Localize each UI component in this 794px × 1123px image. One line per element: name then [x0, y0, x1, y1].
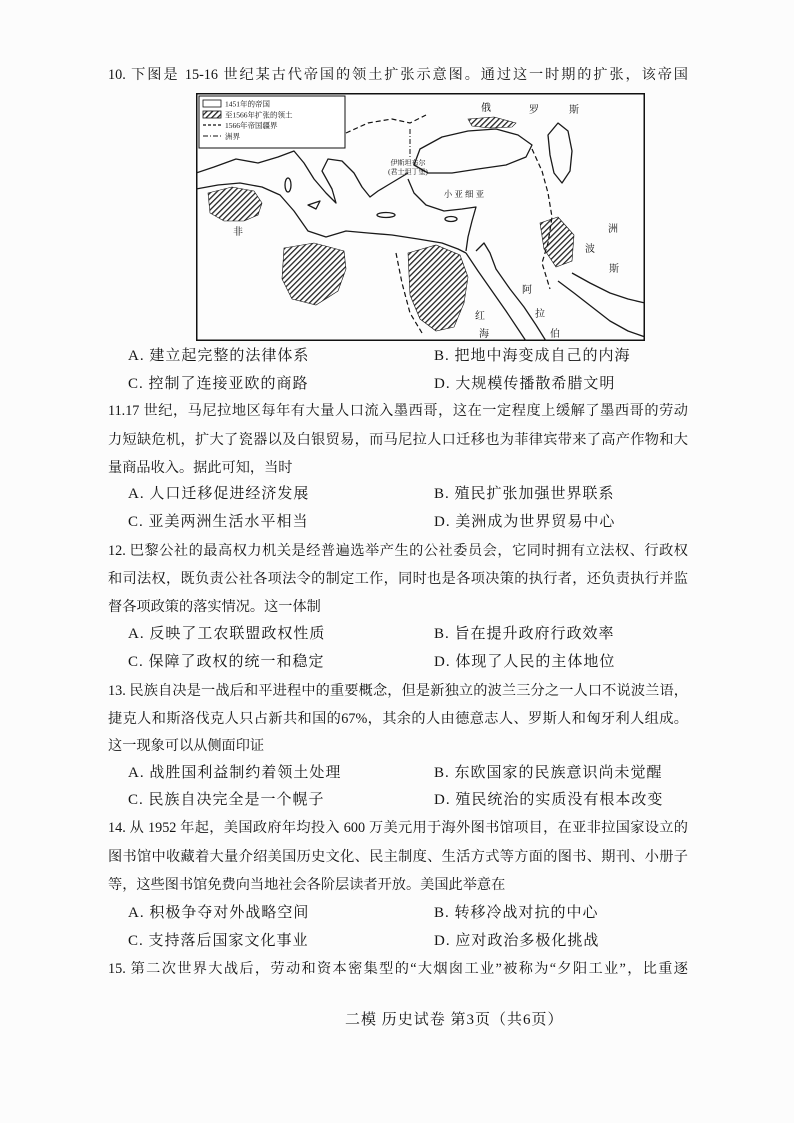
legend-label-continent-border: 洲界	[225, 132, 240, 141]
legend-label-empire-1451: 1451年的帝国	[225, 99, 270, 109]
question-14-option-a: A. 积极争夺对外战略空间	[128, 905, 310, 921]
map-label-russia-1: 俄	[481, 103, 491, 114]
ottoman-expansion-map	[196, 93, 645, 341]
legend-label-expansion: 至1566年扩张的领土	[225, 110, 293, 120]
question-14-stem-line: 等，这些图书馆免费向当地社会各阶层读者开放。美国此举意在	[108, 877, 506, 893]
question-14-stem-line: 图书馆中收藏着大量介绍美国历史文化、民主制度、生活方式等方面的图书、期刊、小册子	[108, 849, 688, 865]
question-12-stem-line: 12. 巴黎公社的最高权力机关是经普遍选举产生的公社委员会，它同时拥有立法权、行政权	[108, 543, 688, 559]
question-13-stem-line: 这一现象可以从侧面印证	[108, 738, 265, 754]
question-11-option-c: C. 亚美两洲生活水平相当	[128, 514, 309, 530]
question-12-stem-line: 和司法权，既负责公社各项法令的制定工作，同时也是各项决策的执行者，还负责执行并监	[108, 571, 688, 587]
question-11-stem-line: 力短缺危机，扩大了瓷器以及白银贸易，而马尼拉人口迁移也为菲律宾带来了高产作物和大	[108, 432, 688, 448]
question-12-option-c: C. 保障了政权的统一和稳定	[128, 654, 325, 670]
question-13-stem-line: 捷克人和斯洛伐克人只占新共和国的67%，其余的人由德意志人、罗斯人和匈牙利人组成。	[108, 711, 688, 727]
question-11-option-b: B. 殖民扩张加强世界联系	[434, 486, 615, 502]
legend-swatch-empire-1451	[203, 100, 221, 107]
question-12-option-a: A. 反映了工农联盟政权性质	[128, 626, 326, 642]
map-label-asia-minor: 小 亚 细 亚	[443, 189, 485, 199]
question-11-stem-line: 11.17 世纪，马尼拉地区每年有大量人口流入墨西哥，这在一定程度上缓解了墨西哥的劳动	[108, 403, 688, 419]
map-label-russia-3: 斯	[569, 105, 579, 116]
question-15-stem-line: 15. 第二次世界大战后，劳动和资本密集型的“大烟囱工业”被称为“夕阳工业”，比重逐	[108, 961, 688, 977]
question-11-option-d: D. 美洲成为世界贸易中心	[434, 514, 616, 530]
map-label-red-sea-1: 红	[475, 311, 485, 322]
question-13-option-a: A. 战胜国利益制约着领土处理	[128, 765, 342, 781]
question-11-stem-line: 量商品收入。据此可知，当时	[108, 460, 293, 476]
question-14-option-d: D. 应对政治多极化挑战	[434, 933, 600, 949]
map-label-zhou: 洲	[608, 224, 618, 235]
question-14-option-c: C. 支持落后国家文化事业	[128, 933, 309, 949]
question-12-option-d: D. 体现了人民的主体地位	[434, 654, 616, 670]
expansion-region-algeria	[208, 187, 262, 221]
question-13-option-d: D. 殖民统治的实质没有根本改变	[434, 792, 664, 808]
map-label-persia-1: 波	[585, 244, 595, 255]
question-10-stem-line: 10. 下图是 15-16 世纪某古代帝国的领土扩张示意图。通过这一时期的扩张，该帝国	[108, 67, 688, 83]
map-label-constantinople: (君士坦丁堡)	[388, 168, 428, 176]
legend-swatch-expansion	[203, 111, 221, 118]
question-10-option-d: D. 大规模传播散希腊文明	[434, 376, 616, 392]
question-13-stem-line: 13. 民族自决是一战后和平进程中的重要概念，但是新独立的波兰三分之一人口不说波兰语，	[108, 683, 688, 699]
map-label-persia-2: 斯	[609, 264, 619, 275]
question-10-option-a: A. 建立起完整的法律体系	[128, 348, 310, 364]
legend-label-border: 1566年帝国疆界	[225, 121, 278, 130]
map-label-red-sea-2: 海	[479, 329, 489, 340]
question-14-stem-line: 14. 从 1952 年起，美国政府年均投入 600 万美元用于海外图书馆项目，在亚非拉国家设立的	[108, 820, 688, 836]
question-13-option-c: C. 民族自决完全是一个幌子	[128, 792, 325, 808]
question-10-option-b: B. 把地中海变成自己的内海	[434, 348, 631, 364]
question-12-stem-line: 督各项政策的落实情况。这一体制	[108, 599, 321, 615]
question-14-option-b: B. 转移冷战对抗的中心	[434, 905, 599, 921]
question-12-option-b: B. 旨在提升政府行政效率	[434, 626, 615, 642]
question-10-option-c: C. 控制了连接亚欧的商路	[128, 376, 309, 392]
page-footer: 二模 历史试卷 第3页（共6页）	[345, 1012, 564, 1028]
map-label-africa: 非	[233, 227, 243, 238]
map-label-arabia-3: 伯	[550, 329, 560, 340]
map-label-arabia-2: 拉	[535, 309, 545, 320]
question-11-option-a: A. 人口迁移促进经济发展	[128, 486, 310, 502]
map-legend	[199, 96, 345, 148]
map-label-arabia-1: 阿	[522, 285, 532, 296]
map-label-istanbul: 伊斯坦布尔	[390, 159, 426, 167]
question-13-option-b: B. 东欧国家的民族意识尚未觉醒	[434, 765, 663, 781]
map-label-russia-2: 罗	[529, 105, 539, 116]
